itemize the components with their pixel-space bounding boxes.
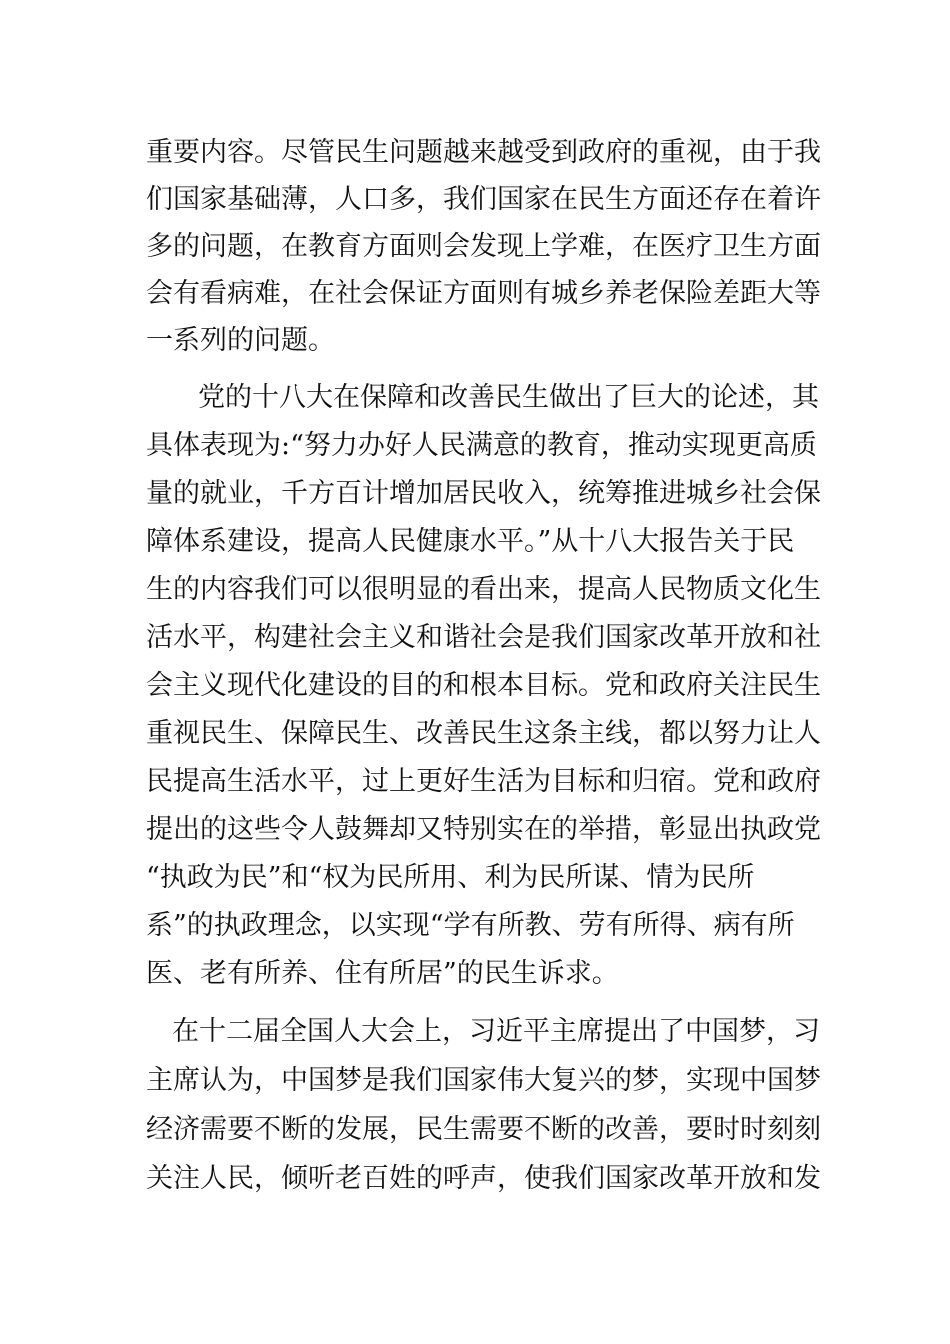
paragraph-1-line-1: 重要内容。尽管民生问题越来越受到政府的重视，由于我 (146, 137, 821, 168)
paragraph-2-line-10: 提出的这些令人鼓舞却又特别实在的举措，彰显出执政党 (146, 814, 821, 845)
paragraph-2-line-3: 量的就业，千方百计增加居民收入，统筹推进城乡社会保 (146, 478, 821, 509)
paragraph-2-line-12: 系”的执政理念，以实现“学有所教、劳有所得、病有所 (146, 910, 795, 941)
paragraph-2-line-6: 活水平，构建社会主义和谐社会是我们国家改革开放和社 (146, 622, 821, 653)
paragraph-2-line-9: 民提高生活水平，过上更好生活为目标和归宿。党和政府 (146, 766, 821, 797)
paragraph-1-line-4: 会有看病难，在社会保证方面则有城乡养老保险差距大等 (146, 278, 821, 309)
paragraph-2-line-7: 会主义现代化建设的目的和根本目标。党和政府关注民生 (146, 670, 821, 701)
paragraph-2-line-8: 重视民生、保障民生、改善民生这条主线，都以努力让人 (146, 718, 821, 749)
paragraph-1-line-3: 多的问题，在教育方面则会发现上学难，在医疗卫生方面 (146, 231, 821, 262)
paragraph-3-line-4: 关注人民，倾听老百姓的呼声，使我们国家改革开放和发 (146, 1163, 821, 1194)
paragraph-3-line-3: 经济需要不断的发展，民生需要不断的改善，要时时刻刻 (146, 1114, 821, 1145)
paragraph-2-line-5: 生的内容我们可以很明显的看出来，提高人民物质文化生 (146, 574, 821, 605)
paragraph-3-line-2: 主席认为，中国梦是我们国家伟大复兴的梦，实现中国梦 (146, 1065, 821, 1096)
paragraph-2-line-2: 具体表现为:“努力办好人民满意的教育，推动实现更高质 (146, 430, 817, 461)
paragraph-2-line-11: “执政为民”和“权为民所用、利为民所谋、情为民所 (146, 862, 755, 893)
paragraph-1-line-2: 们国家基础薄，人口多，我们国家在民生方面还存在着许 (146, 184, 821, 215)
paragraph-2-line-4: 障体系建设，提高人民健康水平。”从十八大报告关于民 (146, 526, 795, 557)
paragraph-2-line-1: 党的十八大在保障和改善民生做出了巨大的论述，其 (198, 382, 819, 413)
paragraph-1-line-5: 一系列的问题。 (146, 325, 335, 356)
paragraph-2-line-13: 医、老有所养、住有所居”的民生诉求。 (146, 958, 619, 989)
paragraph-3-line-1: 在十二届全国人大会上，习近平主席提出了中国梦，习 (172, 1016, 820, 1047)
